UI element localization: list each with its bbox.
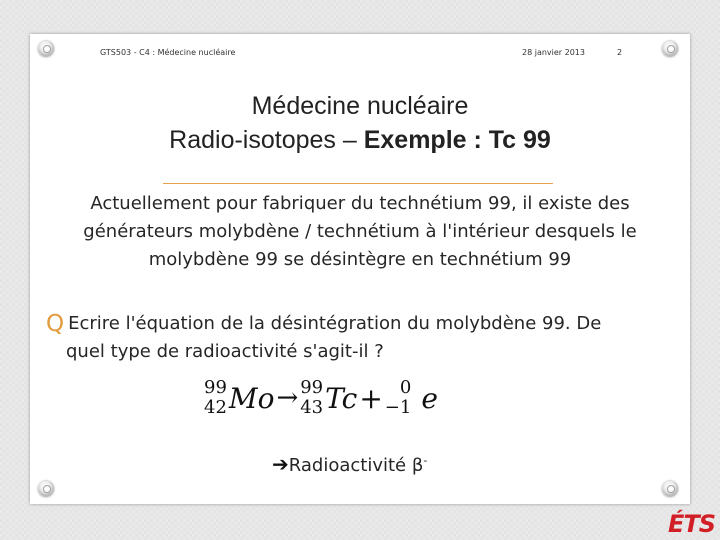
- intro-paragraph: Actuellement pour fabriquer du technétium 99, il existe des générateurs molybdène / technétium à l'intérieur desquels le molybdène 99 se désintègre en technétium 99: [83, 193, 637, 270]
- question-line2: quel type de radioactivité s'agit-il ?: [66, 341, 384, 362]
- product2-atomic: −1: [384, 397, 412, 418]
- question-block: [46, 308, 666, 366]
- answer-superscript: -: [423, 454, 428, 467]
- right-arrow-icon: ➔: [272, 452, 289, 476]
- product1-symbol: Tc: [325, 381, 358, 415]
- slide-title-line2: [40, 126, 680, 155]
- header-page-number: 2: [617, 48, 623, 57]
- product2-mass: 0: [399, 377, 412, 398]
- reactant-numbers: [204, 378, 227, 418]
- reactant-symbol: Mo: [228, 381, 275, 415]
- pin-top-right-icon: [662, 40, 678, 56]
- title-line2-bold: Exemple : Tc 99: [363, 126, 551, 154]
- product1-mass: 99: [300, 377, 324, 398]
- question-line1: Ecrire l'équation de la désintégration du molybdène 99. De: [68, 313, 602, 334]
- answer-text: Radioactivité β: [288, 455, 424, 476]
- reactant-mass: 99: [204, 377, 227, 398]
- pin-top-left-icon: [38, 40, 54, 56]
- pin-bottom-right-icon: [662, 480, 678, 496]
- product1-atomic: 43: [300, 397, 324, 418]
- q-bullet-icon: Q: [46, 311, 65, 337]
- title-line1-text: Médecine nucléaire: [251, 92, 469, 120]
- ets-logo: ÉTS: [668, 510, 716, 538]
- answer-line: [272, 452, 427, 476]
- product2-numbers: [385, 378, 412, 418]
- slide-title-line1: [40, 92, 680, 121]
- title-line2-regular: Radio-isotopes –: [169, 126, 364, 154]
- product2-symbol: e: [421, 381, 438, 415]
- pin-bottom-left-icon: [38, 480, 54, 496]
- header-date: 28 janvier 2013: [522, 48, 585, 57]
- reactant-atomic: 42: [204, 397, 227, 418]
- reaction-arrow-icon: →: [276, 383, 299, 413]
- header-course: GTS503 - C4 : Médecine nucléaire: [100, 48, 236, 57]
- product1-numbers: [300, 378, 323, 418]
- decay-equation: [204, 378, 438, 418]
- plus-sign: +: [359, 381, 383, 415]
- title-divider: [163, 183, 553, 184]
